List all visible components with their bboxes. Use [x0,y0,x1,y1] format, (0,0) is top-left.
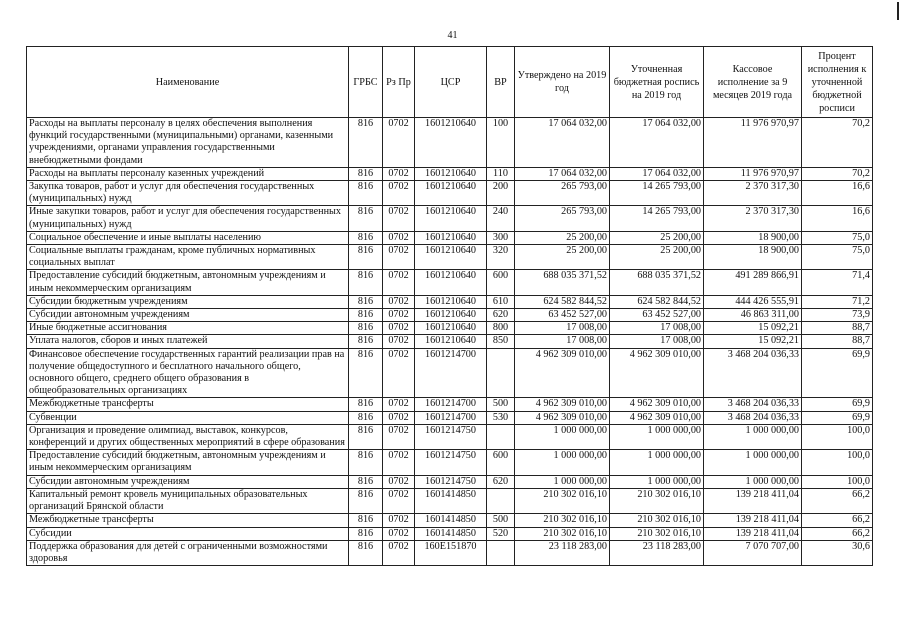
percent-cell: 70,2 [802,167,873,180]
percent-cell: 88,7 [802,335,873,348]
percent-cell: 69,9 [802,348,873,398]
percent-cell: 69,9 [802,398,873,411]
vr-cell: 610 [487,295,515,308]
name-cell: Иные бюджетные ассигнования [27,322,349,335]
grbs-cell: 816 [349,322,383,335]
table-row [27,309,873,322]
header-rzpr: Рз Пр [383,47,415,118]
csr-cell: 1601210640 [415,167,487,180]
csr-cell: 1601214700 [415,398,487,411]
grbs-cell: 816 [349,231,383,244]
table-header-row [27,47,873,118]
vr-cell: 100 [487,118,515,168]
percent-cell: 66,2 [802,514,873,527]
refined-cell: 25 200,00 [610,245,704,270]
csr-cell: 1601210640 [415,322,487,335]
vr-cell: 200 [487,181,515,206]
vr-cell: 300 [487,231,515,244]
cash-cell: 3 468 204 036,33 [704,398,802,411]
vr-cell: 800 [487,322,515,335]
approved-cell: 1 000 000,00 [515,450,610,475]
refined-cell: 624 582 844,52 [610,295,704,308]
grbs-cell: 816 [349,348,383,398]
csr-cell: 1601214750 [415,475,487,488]
rzpr-cell: 0702 [383,322,415,335]
approved-cell: 4 962 309 010,00 [515,411,610,424]
table-row [27,514,873,527]
table-row [27,424,873,449]
grbs-cell: 816 [349,181,383,206]
percent-cell: 100,0 [802,475,873,488]
refined-cell: 4 962 309 010,00 [610,411,704,424]
csr-cell: 1601210640 [415,335,487,348]
percent-cell: 69,9 [802,411,873,424]
percent-cell: 70,2 [802,118,873,168]
percent-cell: 30,6 [802,540,873,565]
vr-cell [487,540,515,565]
cash-cell: 7 070 707,00 [704,540,802,565]
grbs-cell: 816 [349,514,383,527]
rzpr-cell: 0702 [383,514,415,527]
header-vr: ВР [487,47,515,118]
vr-cell: 500 [487,398,515,411]
name-cell: Финансовое обеспечение государственных гарантий реализации прав на получение общедоступного и бесплатного начального общего, основного общего, среднего общего образования в общеобразовательных организациях [27,348,349,398]
cash-cell: 46 863 311,00 [704,309,802,322]
cash-cell: 3 468 204 036,33 [704,348,802,398]
rzpr-cell: 0702 [383,118,415,168]
csr-cell: 1601214700 [415,348,487,398]
approved-cell: 210 302 016,10 [515,527,610,540]
refined-cell: 25 200,00 [610,231,704,244]
csr-cell: 1601214750 [415,450,487,475]
rzpr-cell: 0702 [383,167,415,180]
name-cell: Организация и проведение олимпиад, выставок, конкурсов, конференций и других общественных мероприятий в сфере образования [27,424,349,449]
refined-cell: 17 064 032,00 [610,118,704,168]
refined-cell: 4 962 309 010,00 [610,398,704,411]
name-cell: Предоставление субсидий бюджетным, автономным учреждениям и иным некоммерческим организациям [27,270,349,295]
grbs-cell: 816 [349,335,383,348]
name-cell: Субсидии бюджетным учреждениям [27,295,349,308]
rzpr-cell: 0702 [383,424,415,449]
refined-cell: 688 035 371,52 [610,270,704,295]
refined-cell: 17 008,00 [610,335,704,348]
approved-cell: 23 118 283,00 [515,540,610,565]
approved-cell: 25 200,00 [515,245,610,270]
name-cell: Субвенции [27,411,349,424]
cash-cell: 11 976 970,97 [704,118,802,168]
cash-cell: 3 468 204 036,33 [704,411,802,424]
cash-cell: 18 900,00 [704,231,802,244]
cash-cell: 15 092,21 [704,335,802,348]
refined-cell: 63 452 527,00 [610,309,704,322]
cash-cell: 1 000 000,00 [704,424,802,449]
rzpr-cell: 0702 [383,475,415,488]
header-grbs: ГРБС [349,47,383,118]
rzpr-cell: 0702 [383,295,415,308]
cash-cell: 11 976 970,97 [704,167,802,180]
approved-cell: 265 793,00 [515,181,610,206]
percent-cell: 88,7 [802,322,873,335]
percent-cell: 16,6 [802,181,873,206]
table-row [27,411,873,424]
vr-cell: 600 [487,450,515,475]
cash-cell: 139 218 411,04 [704,514,802,527]
rzpr-cell: 0702 [383,181,415,206]
rzpr-cell: 0702 [383,540,415,565]
percent-cell: 71,4 [802,270,873,295]
refined-cell: 210 302 016,10 [610,514,704,527]
csr-cell: 1601210640 [415,309,487,322]
grbs-cell: 816 [349,309,383,322]
name-cell: Расходы на выплаты персоналу казенных учреждений [27,167,349,180]
table-row [27,475,873,488]
percent-cell: 100,0 [802,450,873,475]
csr-cell: 1601210640 [415,295,487,308]
cash-cell: 2 370 317,30 [704,181,802,206]
cash-cell: 18 900,00 [704,245,802,270]
percent-cell: 100,0 [802,424,873,449]
header-csr: ЦСР [415,47,487,118]
name-cell: Иные закупки товаров, работ и услуг для обеспечения государственных (муниципальных) нужд [27,206,349,231]
approved-cell: 17 064 032,00 [515,167,610,180]
vr-cell: 620 [487,309,515,322]
table-row [27,295,873,308]
refined-cell: 4 962 309 010,00 [610,348,704,398]
percent-cell: 75,0 [802,231,873,244]
name-cell: Социальные выплаты гражданам, кроме публичных нормативных социальных выплат [27,245,349,270]
rzpr-cell: 0702 [383,527,415,540]
refined-cell: 14 265 793,00 [610,181,704,206]
approved-cell: 63 452 527,00 [515,309,610,322]
name-cell: Закупка товаров, работ и услуг для обеспечения государственных (муниципальных) нужд [27,181,349,206]
vr-cell [487,348,515,398]
refined-cell: 210 302 016,10 [610,527,704,540]
rzpr-cell: 0702 [383,270,415,295]
grbs-cell: 816 [349,411,383,424]
table-row [27,231,873,244]
percent-cell: 16,6 [802,206,873,231]
scan-edge-mark [897,2,899,20]
csr-cell: 1601414850 [415,527,487,540]
cash-cell: 139 218 411,04 [704,488,802,513]
vr-cell: 520 [487,527,515,540]
table-row [27,335,873,348]
percent-cell: 75,0 [802,245,873,270]
table-row [27,488,873,513]
cash-cell: 139 218 411,04 [704,527,802,540]
percent-cell: 66,2 [802,488,873,513]
rzpr-cell: 0702 [383,348,415,398]
csr-cell: 1601214750 [415,424,487,449]
refined-cell: 17 064 032,00 [610,167,704,180]
approved-cell: 1 000 000,00 [515,424,610,449]
vr-cell: 620 [487,475,515,488]
vr-cell: 240 [487,206,515,231]
approved-cell: 17 008,00 [515,322,610,335]
name-cell: Межбюджетные трансферты [27,398,349,411]
refined-cell: 1 000 000,00 [610,450,704,475]
name-cell: Предоставление субсидий бюджетным, автономным учреждениям и иным некоммерческим организациям [27,450,349,475]
cash-cell: 15 092,21 [704,322,802,335]
approved-cell: 210 302 016,10 [515,488,610,513]
vr-cell: 600 [487,270,515,295]
name-cell: Расходы на выплаты персоналу в целях обеспечения выполнения функций государственными (муниципальными) органами, казенными учреждениями, органами управления государственными внебюджетными фондами [27,118,349,168]
approved-cell: 1 000 000,00 [515,475,610,488]
percent-cell: 71,2 [802,295,873,308]
name-cell: Субсидии автономным учреждениям [27,475,349,488]
vr-cell: 530 [487,411,515,424]
vr-cell: 320 [487,245,515,270]
name-cell: Субсидии автономным учреждениям [27,309,349,322]
name-cell: Межбюджетные трансферты [27,514,349,527]
cash-cell: 1 000 000,00 [704,450,802,475]
grbs-cell: 816 [349,167,383,180]
rzpr-cell: 0702 [383,411,415,424]
name-cell: Поддержка образования для детей с ограниченными возможностями здоровья [27,540,349,565]
table-row [27,270,873,295]
header-refined: Уточненная бюджетная роспись на 2019 год [610,47,704,118]
vr-cell: 110 [487,167,515,180]
table-row [27,450,873,475]
table-row [27,118,873,168]
approved-cell: 688 035 371,52 [515,270,610,295]
rzpr-cell: 0702 [383,335,415,348]
page-number: 41 [447,30,458,41]
vr-cell: 850 [487,335,515,348]
approved-cell: 17 064 032,00 [515,118,610,168]
approved-cell: 25 200,00 [515,231,610,244]
table-row [27,245,873,270]
grbs-cell: 816 [349,206,383,231]
approved-cell: 265 793,00 [515,206,610,231]
cash-cell: 491 289 866,91 [704,270,802,295]
refined-cell: 210 302 016,10 [610,488,704,513]
cash-cell: 2 370 317,30 [704,206,802,231]
cash-cell: 1 000 000,00 [704,475,802,488]
header-approved: Утверждено на 2019 год [515,47,610,118]
rzpr-cell: 0702 [383,206,415,231]
grbs-cell: 816 [349,270,383,295]
rzpr-cell: 0702 [383,309,415,322]
table-row [27,348,873,398]
table-row [27,181,873,206]
csr-cell: 1601414850 [415,488,487,513]
grbs-cell: 816 [349,398,383,411]
header-percent: Процент исполнения к уточненной бюджетной росписи [802,47,873,118]
grbs-cell: 816 [349,424,383,449]
rzpr-cell: 0702 [383,488,415,513]
vr-cell [487,488,515,513]
grbs-cell: 816 [349,488,383,513]
percent-cell: 66,2 [802,527,873,540]
name-cell: Уплата налогов, сборов и иных платежей [27,335,349,348]
grbs-cell: 816 [349,295,383,308]
percent-cell: 73,9 [802,309,873,322]
csr-cell: 1601210640 [415,231,487,244]
approved-cell: 17 008,00 [515,335,610,348]
header-name: Наименование [27,47,349,118]
table-row [27,540,873,565]
grbs-cell: 816 [349,245,383,270]
rzpr-cell: 0702 [383,231,415,244]
grbs-cell: 816 [349,450,383,475]
approved-cell: 4 962 309 010,00 [515,398,610,411]
rzpr-cell: 0702 [383,398,415,411]
refined-cell: 17 008,00 [610,322,704,335]
name-cell: Капитальный ремонт кровель муниципальных образовательных организаций Брянской области [27,488,349,513]
rzpr-cell: 0702 [383,450,415,475]
header-cash: Кассовое исполнение за 9 месяцев 2019 года [704,47,802,118]
csr-cell: 1601210640 [415,206,487,231]
table-row [27,322,873,335]
vr-cell [487,424,515,449]
table-row [27,206,873,231]
table-row [27,398,873,411]
grbs-cell: 816 [349,475,383,488]
table-row [27,527,873,540]
cash-cell: 444 426 555,91 [704,295,802,308]
approved-cell: 624 582 844,52 [515,295,610,308]
refined-cell: 23 118 283,00 [610,540,704,565]
grbs-cell: 816 [349,540,383,565]
refined-cell: 14 265 793,00 [610,206,704,231]
csr-cell: 1601414850 [415,514,487,527]
csr-cell: 1601214700 [415,411,487,424]
refined-cell: 1 000 000,00 [610,424,704,449]
approved-cell: 210 302 016,10 [515,514,610,527]
csr-cell: 1601210640 [415,181,487,206]
csr-cell: 1601210640 [415,245,487,270]
budget-table [26,46,873,566]
rzpr-cell: 0702 [383,245,415,270]
csr-cell: 1601210640 [415,118,487,168]
grbs-cell: 816 [349,118,383,168]
csr-cell: 160E151870 [415,540,487,565]
refined-cell: 1 000 000,00 [610,475,704,488]
grbs-cell: 816 [349,527,383,540]
approved-cell: 4 962 309 010,00 [515,348,610,398]
table-row [27,167,873,180]
vr-cell: 500 [487,514,515,527]
name-cell: Социальное обеспечение и иные выплаты населению [27,231,349,244]
csr-cell: 1601210640 [415,270,487,295]
name-cell: Субсидии [27,527,349,540]
